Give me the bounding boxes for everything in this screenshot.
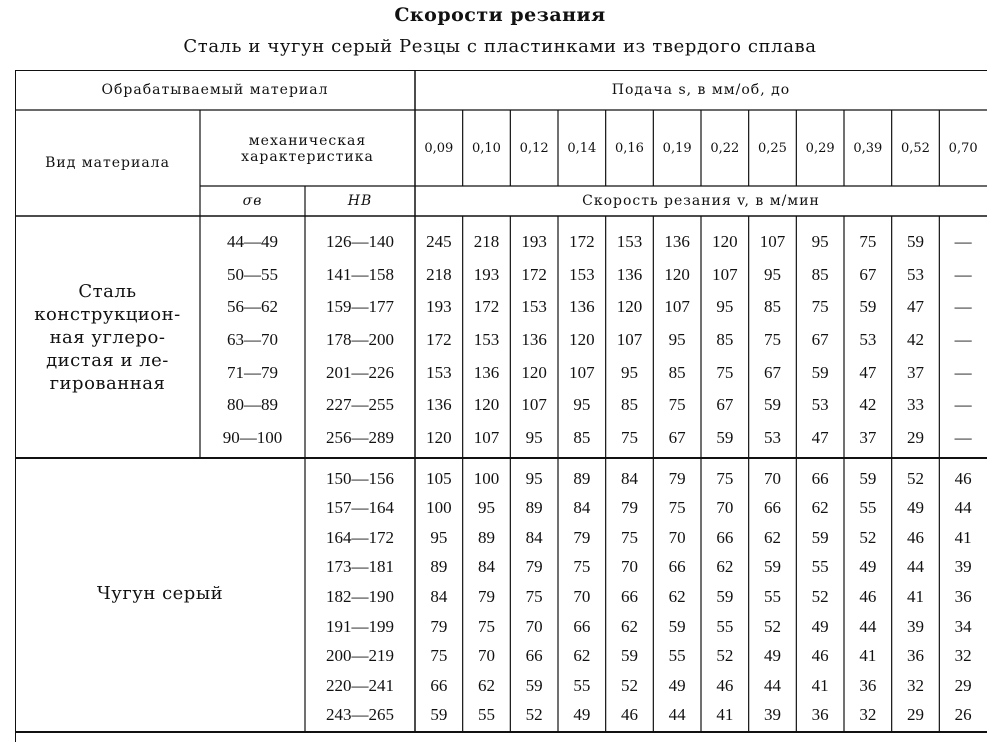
iron-speed-value: 84 bbox=[477, 557, 495, 577]
iron-speed-value: 66 bbox=[763, 498, 781, 518]
iron-speed-value: 70 bbox=[716, 498, 734, 518]
iron-speed-value: 66 bbox=[811, 468, 829, 488]
steel-speed-value: 218 bbox=[426, 264, 452, 284]
iron-speed-value: 36 bbox=[859, 675, 877, 695]
steel-speed-value: 95 bbox=[573, 395, 591, 415]
iron-speed-value: 39 bbox=[763, 705, 781, 725]
iron-speed-value: 75 bbox=[477, 616, 495, 636]
mech-char-header bbox=[200, 114, 415, 184]
steel-hb-range: 227—255 bbox=[326, 395, 394, 415]
iron-speed-value: 79 bbox=[477, 586, 495, 606]
steel-speed-value: 153 bbox=[473, 329, 500, 349]
iron-speed-value: 46 bbox=[620, 705, 638, 725]
iron-speed-value: 70 bbox=[573, 586, 591, 606]
iron-speed-value: 34 bbox=[954, 616, 972, 636]
steel-name-line: Сталь bbox=[78, 280, 137, 302]
iron-speed-value: 89 bbox=[477, 527, 495, 547]
mech-char-line-2: характеристика bbox=[241, 149, 374, 165]
iron-speed-value: 49 bbox=[763, 646, 781, 666]
iron-speed-value: 66 bbox=[716, 527, 734, 547]
steel-sigma-range: 71—79 bbox=[227, 362, 278, 382]
steel-speed-value: 85 bbox=[811, 264, 829, 284]
iron-speed-value: 75 bbox=[430, 646, 448, 666]
iron-speed-value: 44 bbox=[954, 498, 972, 518]
steel-speed-value: 172 bbox=[569, 232, 595, 252]
steel-speed-value: 153 bbox=[569, 264, 595, 284]
steel-sigma-range: 80—89 bbox=[227, 395, 278, 415]
iron-speed-value: 75 bbox=[573, 557, 591, 577]
steel-speed-value: 75 bbox=[763, 329, 781, 349]
steel-name-line: дистая и ле- bbox=[46, 349, 169, 371]
steel-speed-value: 37 bbox=[906, 362, 924, 382]
iron-material-name: Чугун серый bbox=[96, 582, 224, 604]
steel-speed-value: 107 bbox=[712, 264, 738, 284]
steel-speed-value: 107 bbox=[521, 395, 547, 415]
steel-speed-value: — bbox=[954, 329, 972, 349]
steel-speed-value: 95 bbox=[716, 297, 734, 317]
iron-hb-range: 243—265 bbox=[326, 705, 394, 725]
iron-speed-value: 44 bbox=[906, 557, 924, 577]
steel-name-line: конструкцион- bbox=[34, 303, 181, 325]
steel-speed-value: 85 bbox=[573, 427, 591, 447]
iron-speed-value: 55 bbox=[763, 586, 781, 606]
steel-speed-value: 153 bbox=[426, 362, 452, 382]
steel-speed-value: 85 bbox=[668, 362, 686, 382]
steel-sigma-range: 90—100 bbox=[222, 427, 283, 447]
steel-hb-range: 201—226 bbox=[326, 362, 394, 382]
iron-speed-value: 70 bbox=[477, 646, 495, 666]
feed-value: 0,14 bbox=[567, 140, 597, 156]
iron-speed-value: 59 bbox=[430, 705, 448, 725]
iron-speed-value: 62 bbox=[811, 498, 829, 518]
steel-speed-value: 47 bbox=[859, 362, 877, 382]
iron-speed-value: 84 bbox=[573, 498, 591, 518]
steel-speed-value: 67 bbox=[716, 395, 734, 415]
iron-speed-value: 41 bbox=[811, 675, 829, 695]
iron-speed-value: 26 bbox=[954, 705, 972, 725]
iron-speed-value: 59 bbox=[811, 527, 829, 547]
steel-hb-range: 256—289 bbox=[326, 427, 394, 447]
steel-speed-value: 95 bbox=[668, 329, 686, 349]
steel-speed-value: 153 bbox=[616, 232, 643, 252]
steel-speed-value: 172 bbox=[426, 329, 452, 349]
feed-value: 0,39 bbox=[853, 140, 883, 156]
iron-speed-value: 52 bbox=[906, 468, 924, 488]
iron-speed-value: 32 bbox=[906, 675, 924, 695]
steel-hb-range: 126—140 bbox=[326, 232, 394, 252]
hb-header: HB bbox=[347, 193, 373, 209]
iron-speed-value: 95 bbox=[477, 498, 495, 518]
iron-speed-value: 46 bbox=[859, 586, 877, 606]
iron-speed-value: 84 bbox=[430, 586, 448, 606]
iron-speed-value: 59 bbox=[525, 675, 543, 695]
feed-value: 0,19 bbox=[662, 140, 692, 156]
iron-speed-value: 41 bbox=[716, 705, 734, 725]
feed-value: 0,12 bbox=[519, 140, 549, 156]
iron-hb-range: 191—199 bbox=[326, 616, 394, 636]
iron-speed-value: 41 bbox=[859, 646, 877, 666]
iron-speed-value: 70 bbox=[668, 527, 686, 547]
iron-speed-value: 66 bbox=[668, 557, 686, 577]
iron-speed-value: 46 bbox=[954, 468, 972, 488]
iron-hb-range: 173—181 bbox=[326, 557, 394, 577]
steel-speed-value: 75 bbox=[620, 427, 638, 447]
steel-speed-value: 136 bbox=[521, 329, 547, 349]
iron-speed-value: 49 bbox=[668, 675, 686, 695]
steel-speed-value: 53 bbox=[906, 264, 924, 284]
iron-speed-value: 52 bbox=[811, 586, 829, 606]
iron-speed-value: 49 bbox=[811, 616, 829, 636]
iron-speed-value: 52 bbox=[859, 527, 877, 547]
steel-speed-value: 42 bbox=[906, 329, 924, 349]
page-subtitle: Сталь и чугун серый Резцы с пластинками из твердого сплава bbox=[183, 36, 817, 57]
iron-speed-value: 59 bbox=[668, 616, 686, 636]
steel-hb-range: 159—177 bbox=[326, 297, 394, 317]
feed-value: 0,22 bbox=[710, 140, 740, 156]
steel-speed-value: 59 bbox=[811, 362, 829, 382]
steel-speed-value: 75 bbox=[716, 362, 734, 382]
iron-speed-value: 62 bbox=[477, 675, 495, 695]
steel-speed-value: 136 bbox=[426, 395, 452, 415]
iron-speed-value: 89 bbox=[525, 498, 543, 518]
iron-speed-value: 36 bbox=[906, 646, 924, 666]
iron-speed-value: 100 bbox=[473, 468, 500, 488]
iron-speed-value: 62 bbox=[620, 616, 638, 636]
iron-speed-value: 59 bbox=[763, 557, 781, 577]
steel-speed-value: — bbox=[954, 362, 972, 382]
steel-speed-value: 85 bbox=[716, 329, 734, 349]
iron-speed-value: 36 bbox=[954, 586, 972, 606]
steel-speed-value: 95 bbox=[620, 362, 638, 382]
iron-speed-value: 66 bbox=[430, 675, 448, 695]
steel-speed-value: 107 bbox=[664, 297, 690, 317]
steel-speed-value: 37 bbox=[859, 427, 877, 447]
iron-speed-value: 36 bbox=[811, 705, 829, 725]
steel-speed-value: 120 bbox=[664, 264, 690, 284]
steel-speed-value: 47 bbox=[811, 427, 829, 447]
iron-speed-value: 95 bbox=[430, 527, 448, 547]
iron-hb-range: 182—190 bbox=[326, 586, 394, 606]
steel-speed-value: 47 bbox=[906, 297, 924, 317]
steel-speed-value: 53 bbox=[763, 427, 781, 447]
iron-speed-value: 52 bbox=[620, 675, 638, 695]
feed-value: 0,16 bbox=[615, 140, 644, 156]
iron-speed-value: 46 bbox=[811, 646, 829, 666]
steel-speed-value: 59 bbox=[763, 395, 781, 415]
iron-hb-range: 164—172 bbox=[326, 527, 394, 547]
steel-speed-value: 59 bbox=[859, 297, 877, 317]
steel-speed-value: 245 bbox=[426, 232, 452, 252]
iron-speed-value: 84 bbox=[525, 527, 543, 547]
steel-speed-value: — bbox=[954, 427, 972, 447]
material-type-header: Вид материала bbox=[45, 155, 170, 171]
iron-hb-range: 220—241 bbox=[326, 675, 394, 695]
feed-value: 0,29 bbox=[805, 140, 835, 156]
iron-speed-value: 41 bbox=[954, 527, 972, 547]
iron-speed-value: 55 bbox=[477, 705, 495, 725]
feed-value: 0,25 bbox=[758, 140, 787, 156]
iron-speed-value: 52 bbox=[525, 705, 543, 725]
steel-speed-value: — bbox=[954, 232, 972, 252]
steel-speed-value: 136 bbox=[616, 264, 643, 284]
iron-speed-value: 95 bbox=[525, 468, 543, 488]
iron-speed-value: 59 bbox=[620, 646, 638, 666]
steel-speed-value: 193 bbox=[473, 264, 500, 284]
steel-speed-value: 120 bbox=[712, 232, 738, 252]
iron-speed-value: 55 bbox=[573, 675, 591, 695]
steel-speed-value: 75 bbox=[859, 232, 877, 252]
iron-speed-value: 66 bbox=[620, 586, 638, 606]
steel-speed-value: — bbox=[954, 395, 972, 415]
steel-speed-value: 193 bbox=[426, 297, 452, 317]
iron-speed-value: 75 bbox=[525, 586, 543, 606]
iron-hb-range: 200—219 bbox=[326, 646, 394, 666]
sigma-b-header: σв bbox=[242, 193, 263, 209]
steel-speed-value: 95 bbox=[763, 264, 781, 284]
iron-speed-value: 62 bbox=[668, 586, 686, 606]
iron-speed-value: 79 bbox=[525, 557, 543, 577]
iron-speed-value: 70 bbox=[525, 616, 543, 636]
iron-speed-value: 32 bbox=[859, 705, 877, 725]
iron-speed-value: 41 bbox=[906, 586, 924, 606]
steel-sigma-range: 63—70 bbox=[227, 329, 278, 349]
steel-speed-value: 67 bbox=[668, 427, 686, 447]
mech-char-line-1: механическая bbox=[248, 133, 367, 149]
feed-header: Подача s, в мм/об, до bbox=[611, 82, 791, 98]
iron-speed-value: 29 bbox=[906, 705, 924, 725]
iron-speed-value: 49 bbox=[906, 498, 924, 518]
steel-speed-value: 193 bbox=[521, 232, 547, 252]
iron-speed-value: 89 bbox=[573, 468, 591, 488]
speed-header: Скорость резания v, в м/мин bbox=[582, 193, 820, 209]
iron-speed-value: 44 bbox=[668, 705, 686, 725]
steel-speed-value: — bbox=[954, 297, 972, 317]
steel-material-name bbox=[15, 216, 200, 458]
iron-speed-value: 105 bbox=[426, 468, 452, 488]
steel-speed-value: — bbox=[954, 264, 972, 284]
feed-value: 0,52 bbox=[901, 140, 930, 156]
steel-speed-value: 107 bbox=[616, 329, 643, 349]
iron-speed-value: 75 bbox=[668, 498, 686, 518]
iron-speed-value: 52 bbox=[763, 616, 781, 636]
iron-speed-value: 66 bbox=[573, 616, 591, 636]
cutting-speed-table bbox=[15, 70, 987, 742]
iron-speed-value: 29 bbox=[954, 675, 972, 695]
iron-speed-value: 59 bbox=[859, 468, 877, 488]
steel-speed-value: 67 bbox=[763, 362, 781, 382]
steel-speed-value: 218 bbox=[473, 232, 500, 252]
steel-speed-value: 107 bbox=[569, 362, 595, 382]
steel-hb-range: 178—200 bbox=[326, 329, 394, 349]
steel-speed-value: 59 bbox=[906, 232, 924, 252]
steel-speed-value: 29 bbox=[906, 427, 924, 447]
steel-speed-value: 136 bbox=[664, 232, 690, 252]
steel-speed-value: 172 bbox=[521, 264, 547, 284]
iron-speed-value: 55 bbox=[668, 646, 686, 666]
steel-speed-value: 53 bbox=[811, 395, 829, 415]
steel-speed-value: 75 bbox=[668, 395, 686, 415]
steel-speed-value: 95 bbox=[811, 232, 829, 252]
iron-speed-value: 79 bbox=[430, 616, 448, 636]
iron-speed-value: 79 bbox=[668, 468, 686, 488]
iron-speed-value: 66 bbox=[525, 646, 543, 666]
iron-speed-value: 62 bbox=[763, 527, 781, 547]
iron-speed-value: 39 bbox=[906, 616, 924, 636]
iron-speed-value: 49 bbox=[573, 705, 591, 725]
steel-speed-value: 67 bbox=[811, 329, 829, 349]
steel-name-line: гированная bbox=[49, 372, 166, 394]
iron-speed-value: 84 bbox=[620, 468, 638, 488]
steel-speed-value: 136 bbox=[473, 362, 500, 382]
steel-speed-value: 53 bbox=[859, 329, 877, 349]
iron-speed-value: 55 bbox=[811, 557, 829, 577]
iron-speed-value: 44 bbox=[859, 616, 877, 636]
iron-speed-value: 55 bbox=[859, 498, 877, 518]
steel-speed-value: 95 bbox=[525, 427, 543, 447]
steel-speed-value: 107 bbox=[759, 232, 786, 252]
iron-speed-value: 79 bbox=[573, 527, 591, 547]
steel-sigma-range: 56—62 bbox=[227, 297, 278, 317]
steel-speed-value: 75 bbox=[811, 297, 829, 317]
steel-speed-value: 120 bbox=[521, 362, 547, 382]
steel-speed-value: 85 bbox=[620, 395, 638, 415]
steel-speed-value: 85 bbox=[763, 297, 781, 317]
steel-speed-value: 107 bbox=[473, 427, 500, 447]
steel-speed-value: 136 bbox=[569, 297, 595, 317]
steel-speed-value: 172 bbox=[473, 297, 500, 317]
iron-speed-value: 44 bbox=[763, 675, 781, 695]
steel-sigma-range: 50—55 bbox=[227, 264, 278, 284]
iron-speed-value: 39 bbox=[954, 557, 972, 577]
iron-speed-value: 70 bbox=[763, 468, 781, 488]
iron-hb-range: 150—156 bbox=[326, 468, 394, 488]
feed-value: 0,09 bbox=[424, 140, 454, 156]
iron-speed-value: 52 bbox=[716, 646, 734, 666]
steel-speed-value: 120 bbox=[616, 297, 643, 317]
page-title: Скорости резания bbox=[394, 4, 606, 26]
processed-material-header: Обрабатываемый материал bbox=[101, 82, 329, 98]
iron-hb-range: 157—164 bbox=[326, 498, 394, 518]
steel-hb-range: 141—158 bbox=[326, 264, 394, 284]
iron-speed-value: 75 bbox=[620, 527, 638, 547]
steel-name-line: ная углеро- bbox=[49, 326, 166, 348]
iron-speed-value: 62 bbox=[573, 646, 591, 666]
iron-speed-value: 62 bbox=[716, 557, 734, 577]
steel-speed-value: 59 bbox=[716, 427, 734, 447]
iron-speed-value: 49 bbox=[859, 557, 877, 577]
feed-value: 0,70 bbox=[948, 140, 978, 156]
iron-speed-value: 70 bbox=[620, 557, 638, 577]
iron-speed-value: 100 bbox=[426, 498, 452, 518]
steel-speed-value: 120 bbox=[426, 427, 452, 447]
steel-speed-value: 153 bbox=[521, 297, 547, 317]
iron-speed-value: 32 bbox=[954, 646, 972, 666]
steel-speed-value: 120 bbox=[473, 395, 500, 415]
iron-speed-value: 79 bbox=[620, 498, 638, 518]
iron-speed-value: 59 bbox=[716, 586, 734, 606]
iron-speed-value: 46 bbox=[716, 675, 734, 695]
iron-speed-value: 75 bbox=[716, 468, 734, 488]
steel-speed-value: 33 bbox=[906, 395, 924, 415]
feed-value: 0,10 bbox=[472, 140, 501, 156]
iron-speed-value: 89 bbox=[430, 557, 448, 577]
steel-speed-value: 120 bbox=[569, 329, 595, 349]
steel-sigma-range: 44—49 bbox=[227, 232, 278, 252]
steel-speed-value: 67 bbox=[859, 264, 877, 284]
iron-speed-value: 46 bbox=[906, 527, 924, 547]
steel-speed-value: 42 bbox=[859, 395, 877, 415]
iron-speed-value: 55 bbox=[716, 616, 734, 636]
